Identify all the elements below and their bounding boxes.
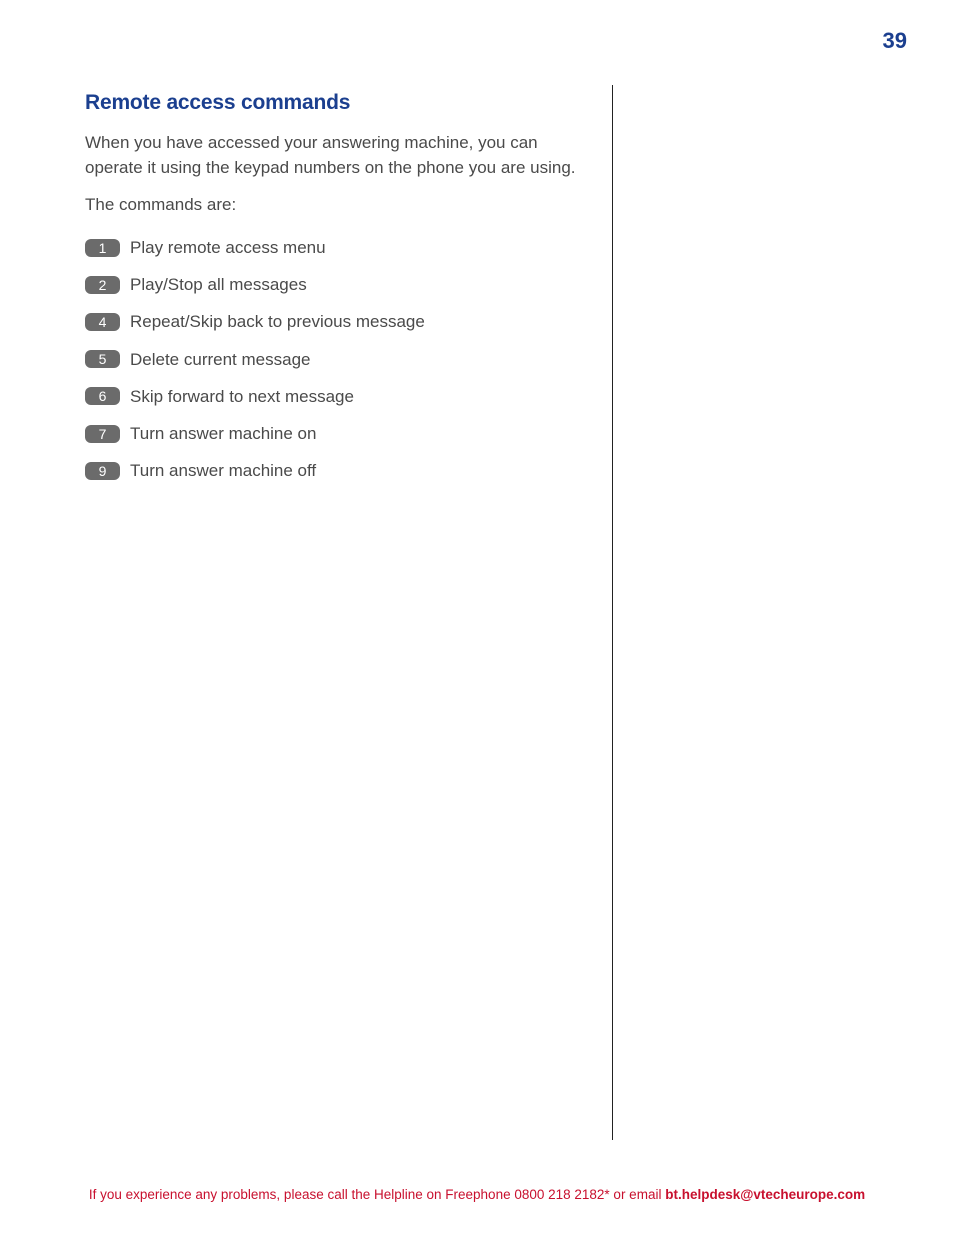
command-label: Skip forward to next message (130, 386, 354, 406)
command-label: Play remote access menu (130, 238, 326, 258)
intro-paragraph: When you have accessed your answering machine, you can operate it using the keypad numbers on the phone you are using. (85, 133, 576, 177)
key-badge: 4 (85, 313, 120, 331)
command-label: Repeat/Skip back to previous message (130, 312, 425, 332)
key-badge: 1 (85, 239, 120, 257)
key-badge: 5 (85, 350, 120, 368)
command-label: Play/Stop all messages (130, 275, 307, 295)
command-row (85, 378, 600, 415)
command-row (85, 303, 600, 340)
command-row (85, 341, 600, 378)
command-row (85, 452, 600, 489)
helpline-footer (0, 1187, 954, 1202)
key-badge: 2 (85, 276, 120, 294)
command-row (85, 229, 600, 266)
command-label: Turn answer machine on (130, 424, 317, 444)
main-content (85, 88, 600, 489)
helpdesk-email-link[interactable]: bt.helpdesk@vtecheurope.com (665, 1187, 866, 1202)
key-badge: 6 (85, 387, 120, 405)
footer-text: If you experience any problems, please call the Helpline on Freephone 0800 218 2182* or email (88, 1187, 666, 1202)
command-list (85, 229, 600, 489)
command-row (85, 415, 600, 452)
commands-lead: The commands are: (85, 195, 237, 214)
key-badge: 9 (85, 462, 120, 480)
command-label: Delete current message (130, 349, 311, 369)
command-row (85, 266, 600, 303)
section-title: Remote access commands (85, 91, 351, 114)
command-label: Turn answer machine off (130, 461, 317, 481)
key-badge: 7 (85, 425, 120, 443)
column-divider (612, 85, 613, 1140)
page-number: 39 (882, 28, 907, 53)
